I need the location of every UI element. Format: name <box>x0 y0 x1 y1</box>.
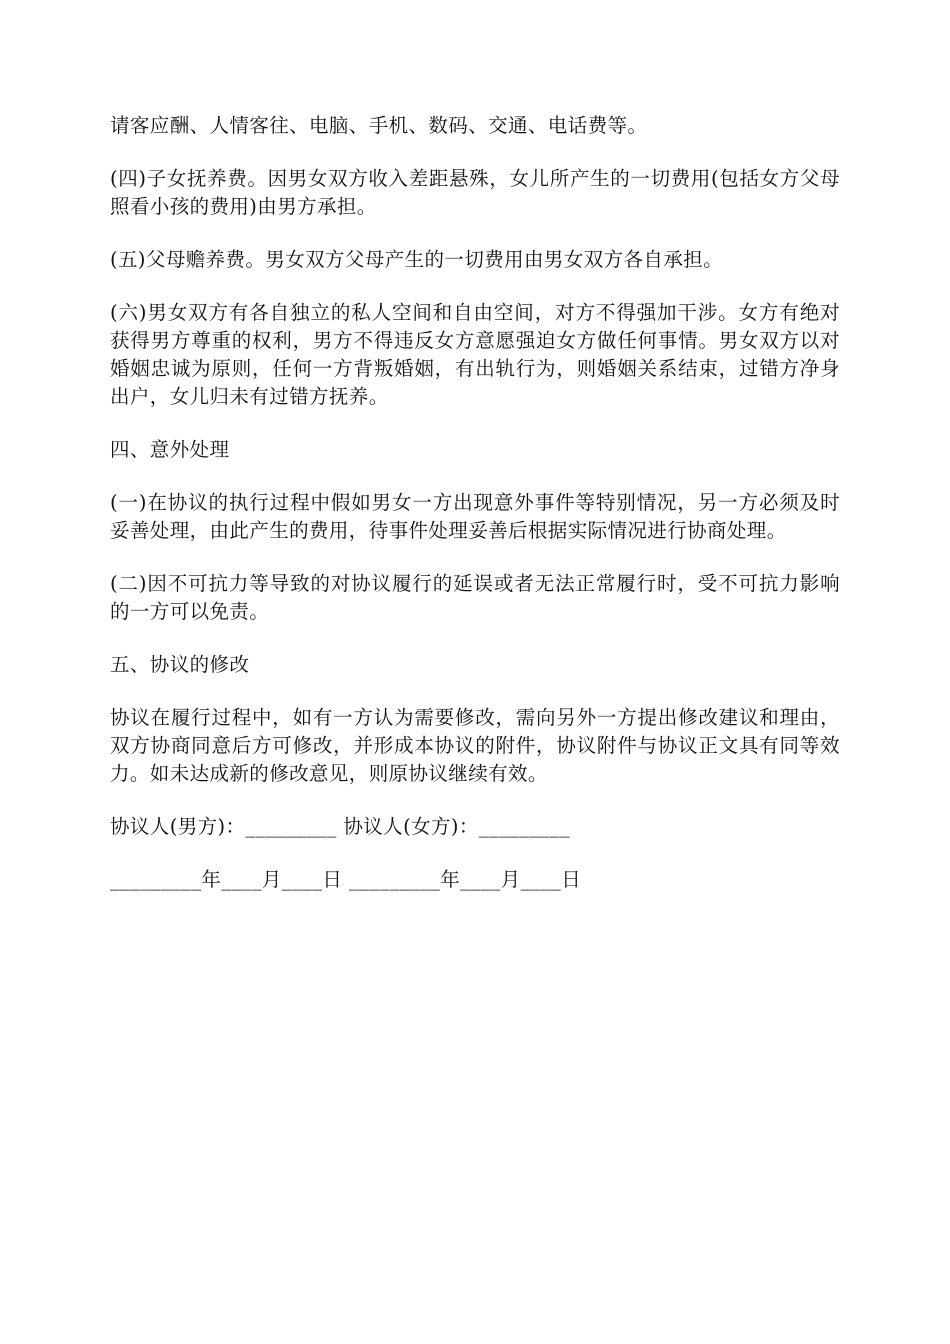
section-heading-accidents: 四、意外处理 <box>110 438 230 461</box>
document-page <box>110 112 840 919</box>
paragraph-amendment: 协议在履行过程中，如有一方认为需要修改，需向另外一方提出修改建议和理由，双方协商同意后方可修改，并形成本协议的附件，协议附件与协议正文具有同等效力。如未达成新的修改意见，则原协议继续有效。 <box>110 706 840 785</box>
paragraph-accident-handling: (一)在协议的执行过程中假如男女一方出现意外事件等特别情况，另一方必须及时妥善处理，由此产生的费用，待事件处理妥善后根据实际情况进行协商处理。 <box>110 491 840 542</box>
section-heading-amendment: 五、协议的修改 <box>110 653 250 676</box>
date-line: _________年____月____日 _________年____月____日 <box>110 868 582 891</box>
paragraph-child-support: (四)子女抚养费。因男女双方收入差距悬殊，女儿所产生的一切费用(包括女方父母照看小孩的费用)由男方承担。 <box>110 167 840 218</box>
signature-line: 协议人(男方)：_________ 协议人(女方)：_________ <box>110 815 571 838</box>
paragraph-force-majeure: (二)因不可抗力等导致的对协议履行的延误或者无法正常履行时，受不可抗力影响的一方可以免责。 <box>110 572 840 623</box>
paragraph-expenses-continued: 请客应酬、人情客往、电脑、手机、数码、交通、电话费等。 <box>110 114 648 137</box>
paragraph-personal-space: (六)男女双方有各自独立的私人空间和自由空间，对方不得强加干涉。女方有绝对获得男方尊重的权利，男方不得违反女方意愿强迫女方做任何事情。男女双方以对婚姻忠诚为原则，任何一方背叛婚姻，有出轨行为，则婚姻关系结束，过错方净身出户，女儿归未有过错方抚养。 <box>110 301 840 408</box>
paragraph-parent-support: (五)父母赡养费。男女双方父母产生的一切费用由男女双方各自承担。 <box>110 248 724 271</box>
